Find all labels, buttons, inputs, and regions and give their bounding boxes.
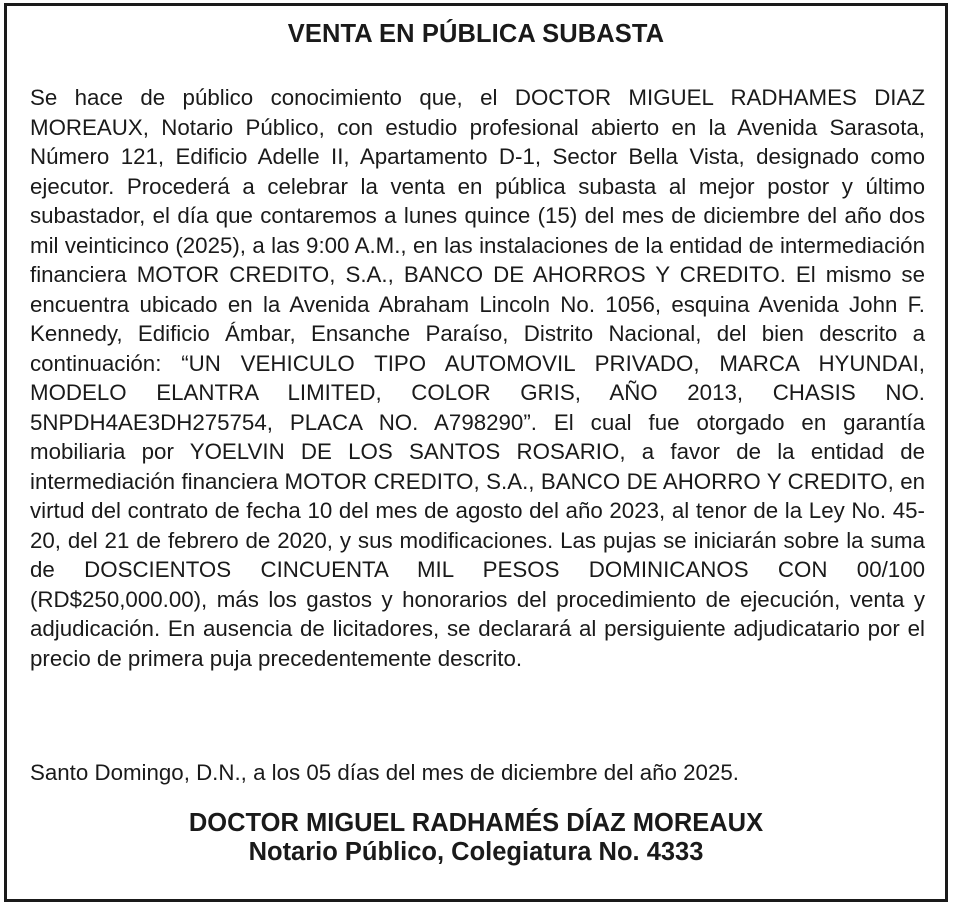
notice-place-date: Santo Domingo, D.N., a los 05 días del mes de diciembre del año 2025.: [30, 760, 739, 785]
signature-block: [7, 809, 945, 867]
signatory-title: Notario Público, Colegiatura No. 4333: [248, 838, 704, 866]
notice-body: Se hace de público conocimiento que, el DOCTOR MIGUEL RADHAMES DIAZ MOREAUX, Notario Público, con estudio profesional abierto en la Avenida Sarasota, Número 121, Edificio Adelle II, Apartamento D-1, Sector Bella Vista, designado como ejecutor. Procederá a celebrar la venta en pública subasta al mejor postor y último subastador, el día que contaremos a lunes quince (15) del mes de diciembre del año dos mil veinticinco (2025), a las 9:00 A.M., en las instalaciones de la entidad de intermediación financiera MOTOR CREDITO, S.A., BANCO DE AHORROS Y CREDITO. El mismo se encuentra ubicado en la Avenida Abraham Lincoln No. 1056, esquina Avenida John F. Kennedy, Edificio Ámbar, Ensanche Paraíso, Distrito Nacional, del bien descrito a continuación: “UN VEHICULO TIPO AUTOMOVIL PRIVADO, MARCA HYUNDAI, MODELO ELANTRA LIMITED, COLOR GRIS, AÑO 2013, CHASIS NO. 5NPDH4AE3DH275754, PLACA NO. A798290”. El cual fue otorgado en garantía mobiliaria por YOELVIN DE LOS SANTOS ROSARIO, a favor de la entidad de intermediación financiera MOTOR CREDITO, S.A., BANCO DE AHORRO Y CREDITO, en virtud del contrato de fecha 10 del mes de agosto del año 2023, al tenor de la Ley No. 45-20, del 21 de febrero de 2020, y sus modificaciones. Las pujas se iniciarán sobre la suma de DOSCIENTOS CINCUENTA MIL PESOS DOMINICANOS CON 00/100 (RD$250,000.00), más los gastos y honorarios del procedimiento de ejecución, venta y adjudicación. En ausencia de licitadores, se declarará al persiguiente adjudicatario por el precio de primera puja precedentemente descrito.: [30, 85, 925, 671]
signatory-name: DOCTOR MIGUEL RADHAMÉS DÍAZ MOREAUX: [188, 809, 764, 837]
notice-title: VENTA EN PÚBLICA SUBASTA: [287, 20, 665, 48]
public-auction-notice: [4, 3, 948, 902]
